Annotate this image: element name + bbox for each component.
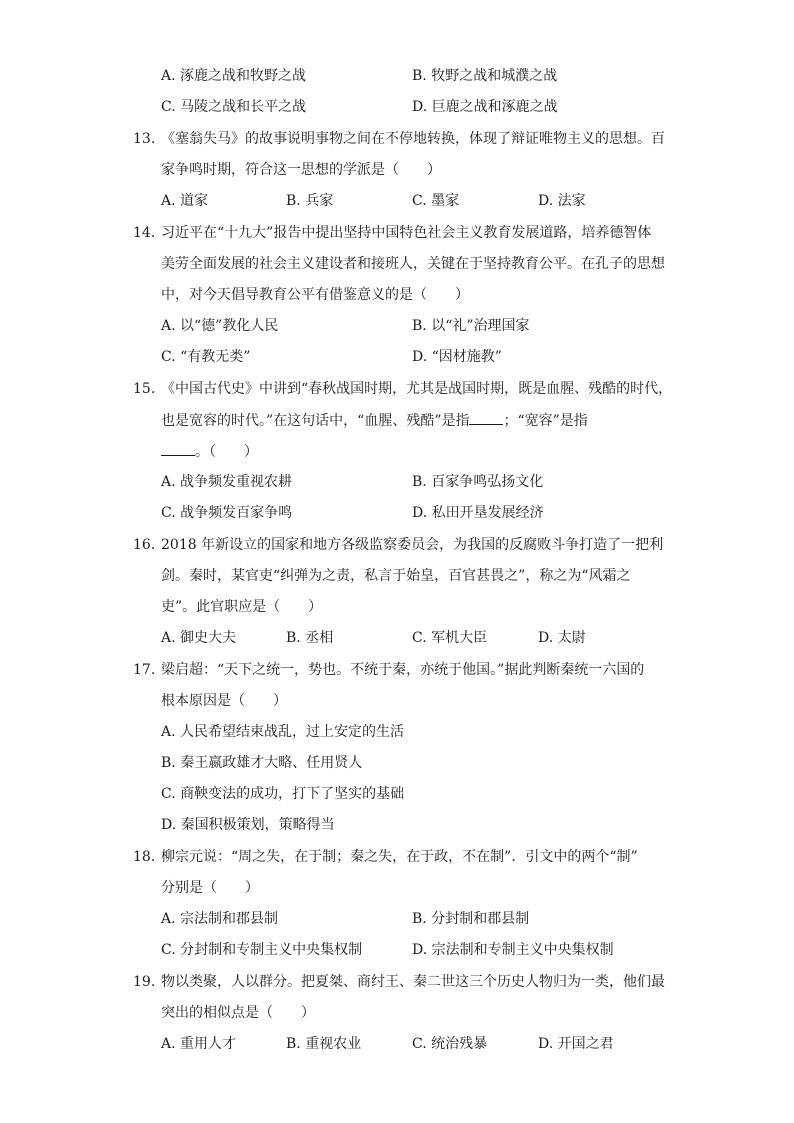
- question-stem-line: [161, 410, 588, 430]
- question-number: 14.: [133, 225, 156, 241]
- question-number: 19.: [133, 974, 156, 990]
- question-number: 18.: [133, 849, 156, 865]
- question-stem-line: 中，对今天倡导教育公平有借鉴意义的是（ ）: [161, 287, 469, 303]
- option-a: A. 重用人才: [161, 1036, 237, 1052]
- option-a: A. 人民希望结束战乱，过上安定的生活: [161, 724, 405, 740]
- option-b: B. 牧野之战和城濮之战: [412, 68, 558, 84]
- stem-text: 也是宽容的时代。”在这句话中，“血腥、残酷”是指: [161, 413, 470, 429]
- option-d: D. 巨鹿之战和涿鹿之战: [412, 99, 558, 115]
- question-stem-line: 柳宗元说：“周之失，在于制；秦之失，在于政，不在制”．引文中的两个“制”: [161, 849, 638, 865]
- option-d: D. “因材施教”: [412, 349, 502, 365]
- question-stem-line: 美劳全面发展的社会主义建设者和接班人，关键在于坚持教育公平。在孔子的思想: [161, 256, 665, 272]
- question-stem-line: 吏”。此官职应是（ ）: [161, 599, 323, 615]
- option-b: B. 以“礼”治理国家: [412, 318, 530, 334]
- option-d: D. 宗法制和专制主义中央集权制: [412, 942, 614, 958]
- answer-blank: [161, 441, 195, 456]
- option-a: A. 战争频发重视农耕: [161, 474, 293, 490]
- answer-blank: [469, 410, 503, 425]
- option-d: D. 开国之君: [538, 1036, 614, 1052]
- question-stem-line: [161, 441, 258, 461]
- question-stem-line: 《中国古代史》中讲到“春秋战国时期，尤其是战国时期，既是血腥、残酷的时代，: [161, 381, 673, 397]
- option-c: C. 马陵之战和长平之战: [161, 99, 307, 115]
- question-stem-line: 习近平在“十九大”报告中提出坚持中国特色社会主义教育发展道路，培养德智体: [161, 225, 652, 241]
- option-b: B. 百家争鸣弘扬文化: [412, 474, 544, 490]
- option-a: A. 御史大夫: [161, 630, 237, 646]
- option-a: A. 以“德”教化人民: [161, 318, 279, 334]
- option-b: B. 分封制和郡县制: [412, 911, 530, 927]
- question-number: 15.: [133, 381, 156, 397]
- option-c: C. 分封制和专制主义中央集权制: [161, 942, 363, 958]
- option-c: C. “有教无类”: [161, 349, 251, 365]
- question-stem-line: 根本原因是（ ）: [161, 693, 287, 709]
- question-stem-line: 物以类聚，人以群分。把夏桀、商纣王、秦二世这三个历史人物归为一类，他们最: [161, 974, 665, 990]
- option-a: A. 宗法制和郡县制: [161, 911, 279, 927]
- question-stem-line: 剑。秦时，某官吏“纠弹为之责，私言于始皇，百官甚畏之”，称之为“风霜之: [161, 568, 631, 584]
- question-number: 16.: [133, 537, 156, 553]
- question-number: 17.: [133, 662, 156, 678]
- option-d: D. 太尉: [538, 630, 586, 646]
- option-b: B. 秦王嬴政雄才大略、任用贤人: [161, 755, 363, 771]
- option-b: B. 丞相: [286, 630, 334, 646]
- option-d: D. 法家: [538, 193, 586, 209]
- question-stem-line: 分别是（ ）: [161, 880, 259, 896]
- question-number: 13.: [133, 131, 156, 147]
- option-c: C. 统治残暴: [412, 1036, 488, 1052]
- option-b: B. 兵家: [286, 193, 334, 209]
- stem-text: 。（ ）: [195, 444, 258, 460]
- stem-text: ；“宽容”是指: [503, 413, 588, 429]
- option-d: D. 私田开垦发展经济: [412, 505, 544, 521]
- question-stem-line: 《塞翁失马》的故事说明事物之间在不停地转换，体现了辩证唯物主义的思想。百: [161, 131, 665, 147]
- option-c: C. 商鞅变法的成功，打下了坚实的基础: [161, 786, 405, 802]
- option-c: C. 军机大臣: [412, 630, 488, 646]
- option-d: D. 秦国积极策划，策略得当: [161, 817, 335, 833]
- option-c: C. 战争频发百家争鸣: [161, 505, 293, 521]
- option-a: A. 涿鹿之战和牧野之战: [161, 68, 307, 84]
- question-stem-line: 梁启超：“天下之统一，势也。不统于秦，亦统于他国。”据此判断秦统一六国的: [161, 662, 645, 678]
- question-stem-line: 突出的相似点是（ ）: [161, 1005, 315, 1021]
- option-b: B. 重视农业: [286, 1036, 362, 1052]
- option-a: A. 道家: [161, 193, 209, 209]
- question-stem-line: 家争鸣时期，符合这一思想的学派是（ ）: [161, 162, 441, 178]
- question-stem-line: 2018 年新设立的国家和地方各级监察委员会，为我国的反腐败斗争打造了一把利: [161, 537, 664, 553]
- option-c: C. 墨家: [412, 193, 460, 209]
